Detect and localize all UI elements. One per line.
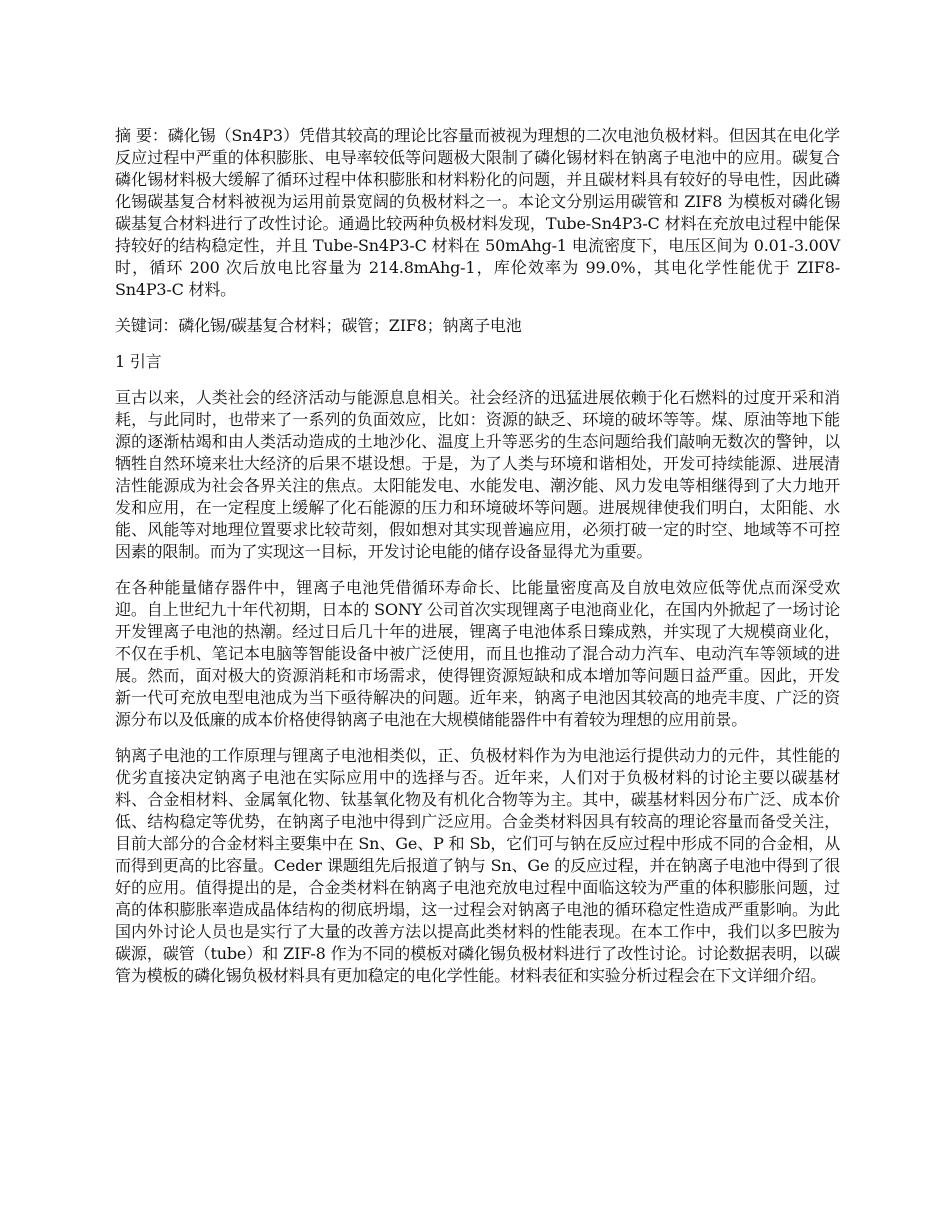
section-heading: 1 引言 [115,352,162,371]
body-paragraph-1: 亘古以来，人类社会的经济活动与能源息息相关。社会经济的迅猛进展依赖于化石燃料的过度开采和消耗，与此同时，也带来了一系列的负面效应，比如：资源的缺乏、环境的破坏等等。煤、原油等地下能源的逐渐枯竭和由人类活动造成的土地沙化、温度上升等恶劣的生态问题给我们敲响无数次的警钟，以牺牲自然环境来壮大经济的后果不堪设想。于是，为了人类与环境和谐相处，开发可持续能源、进展清洁性能源成为社会各界关注的焦点。太阳能发电、水能发电、潮汐能、风力发电等相继得到了大力地开发和应用，在一定程度上缓解了化石能源的压力和环境破坏等问题。进展规律使我们明白，太阳能、水能、风能等对地理位置要求比较苛刻，假如想对其实现普遍应用，必须打破一定的时空、地域等不可控因素的限制。而为了实现这一目标，开发讨论电能的储存设备显得尤为重要。 [115,388,840,561]
abstract-paragraph: 摘 要：磷化锡（Sn4P3）凭借其较高的理论比容量而被视为理想的二次电池负极材料。但因其在电化学反应过程中严重的体积膨胀、电导率较低等问题极大限制了磷化锡材料在钠离子电池中的应用。碳复合磷化锡材料极大缓解了循环过程中体积膨胀和材料粉化的问题，并且碳材料具有较好的导电性，因此磷化锡碳基复合材料被视为运用前景宽阔的负极材料之一。本论文分别运用碳管和 ZIF8 为模板对磷化锡碳基复合材料进行了改性讨论。通過比较两种负极材料发现，Tube-Sn4P3-C 材料在充放电过程中能保持较好的结构稳定性，并且 Tube-Sn4P3-C 材料在 50mAhg-1 电流密度下，电压区间为 0.01-3.00V 时，循环 200 次后放电比容量为 214.8mAhg-1，库伦效率为 99.0%，其电化学性能优于 ZIF8-Sn4P3-C 材料。 [115,126,840,299]
body-paragraph-3: 钠离子电池的工作原理与锂离子电池相类似，正、负极材料作为为电池运行提供动力的元件，其性能的优劣直接决定钠离子电池在实际应用中的选择与否。近年来，人们对于负极材料的讨论主要以碳基材料、合金相材料、金属氧化物、钛基氧化物及有机化合物等为主。其中，碳基材料因分布广泛、成本价低、结构稳定等优势，在钠离子电池中得到广泛应用。合金类材料因具有较高的理论容量而备受关注，目前大部分的合金材料主要集中在 Sn、Ge、P 和 Sb，它们可与钠在反应过程中形成不同的合金相，从而得到更高的比容量。Ceder 课题组先后报道了钠与 Sn、Ge 的反应过程，并在钠离子电池中得到了很好的应用。值得提出的是，合金类材料在钠离子电池充放电过程中面临这较为严重的体积膨胀问题，过高的体积膨胀率造成晶体结构的彻底坍塌，这一过程会对钠离子电池的循环稳定性造成严重影响。为此国内外讨论人员也是实行了大量的改善方法以提高此类材料的性能表现。在本工作中，我们以多巴胺为碳源，碳管（tube）和 ZIF-8 作为不同的模板对磷化锡负极材料进行了改性讨论。讨论数据表明，以碳管为模板的磷化锡负极材料具有更加稳定的电化学性能。材料表征和实验分析过程会在下文详细介绍。 [115,746,840,985]
document-page [115,125,840,1001]
body-paragraph-2: 在各种能量储存器件中，锂离子电池凭借循环寿命长、比能量密度高及自放电效应低等优点而深受欢迎。自上世纪九十年代初期，日本的 SONY 公司首次实现锂离子电池商业化，在国内外掀起了一场讨论开发锂离子电池的热潮。经过日后几十年的进展，锂离子电池体系日臻成熟，并实现了大规模商业化，不仅在手机、笔记本电脑等智能设备中被广泛使用，而且也推动了混合动力汽车、电动汽车等领域的进展。然而，面对极大的资源消耗和市场需求，使得锂资源短缺和成本增加等问题日益严重。因此，开发新一代可充放电型电池成为当下亟待解决的问题。近年来，钠离子电池因其较高的地壳丰度、广泛的资源分布以及低廉的成本价格使得钠离子电池在大规模储能器件中有着较为理想的应用前景。 [115,578,840,729]
keywords-line: 关键词：磷化锡/碳基复合材料；碳管；ZIF8；钠离子电池 [115,316,522,335]
